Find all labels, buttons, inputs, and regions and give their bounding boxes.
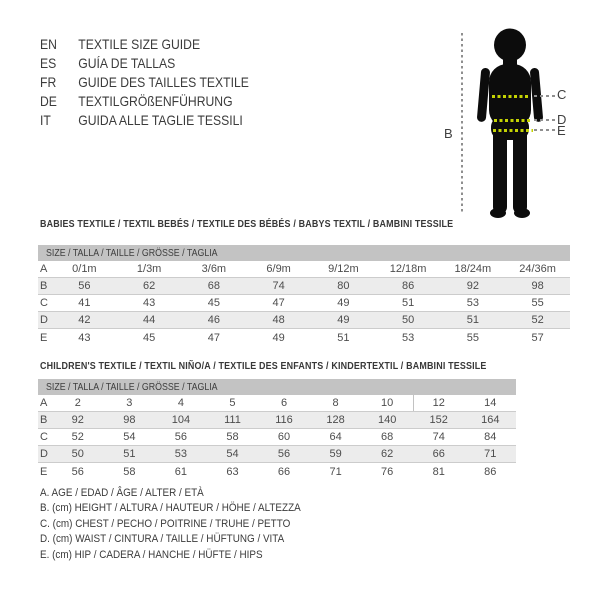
table-cell: 74	[272, 280, 285, 292]
table-cell: 43	[143, 297, 156, 309]
table-cell: 56	[277, 448, 291, 460]
table-cell: 49	[272, 331, 285, 344]
height-measure-dashed-line	[461, 33, 463, 214]
lang-title: GUIDA ALLE TAGLIE TESSILI	[78, 111, 243, 128]
lang-title: TEXTILE SIZE GUIDE	[78, 35, 201, 52]
table-cell: 6	[280, 397, 288, 409]
table-cell: 14	[484, 397, 497, 409]
lang-code: FR	[40, 73, 57, 90]
table-cell: 61	[174, 465, 188, 478]
table-cell: 5	[229, 397, 236, 409]
table-cell: 18/24m	[454, 263, 492, 275]
children-table-header	[38, 379, 516, 395]
lang-title: GUÍA DE TALLAS	[78, 54, 176, 71]
table-cell: 2	[74, 397, 81, 409]
table-cell: 56	[71, 465, 84, 478]
table-cell: 60	[277, 431, 291, 443]
table-cell: 47	[207, 331, 220, 344]
size-header-label: SIZE / TALLA / TAILLE / GRÖSSE / TAGLIA	[46, 381, 218, 393]
row-label: A	[40, 263, 48, 275]
lang-code: EN	[40, 35, 57, 52]
waist-measure-dashes	[494, 119, 530, 122]
legend-waist: D. (cm) WAIST / CINTURA / TAILLE / HÜFTUNG / VITA	[40, 533, 285, 546]
child-silhouette	[477, 28, 543, 220]
table-cell: 86	[402, 280, 415, 292]
table-cell: 50	[71, 448, 84, 460]
table-cell: 98	[531, 280, 544, 292]
table-cell: 52	[71, 431, 84, 443]
language-title-list	[40, 34, 249, 129]
table-cell: 66	[277, 465, 291, 478]
table-cell: 42	[78, 314, 91, 326]
table-row-e	[38, 329, 570, 346]
table-row-b	[38, 278, 570, 295]
table-cell: 4	[177, 397, 184, 409]
table-cell: 49	[337, 314, 350, 326]
table-cell: 3	[126, 397, 133, 409]
table-cell: 55	[466, 331, 479, 344]
table-cell: 80	[337, 280, 350, 292]
waist-guide-dashes	[534, 119, 556, 121]
legend-hip: E. (cm) HIP / CADERA / HANCHE / HÜFTE / HIPS	[40, 548, 263, 561]
table-cell: 9/12m	[328, 263, 359, 275]
lang-row-en	[40, 34, 249, 53]
children-table-title: CHILDREN'S TEXTILE / TEXTIL NIÑO/A / TEXTILE DES ENFANTS / KINDERTEXTIL / BAMBINI TESSILE	[40, 360, 487, 372]
table-row-d	[38, 312, 570, 329]
table-cell: 111	[224, 414, 241, 426]
table-cell: 58	[226, 431, 239, 443]
row-label: C	[40, 297, 48, 309]
table-cell: 1/3m	[136, 263, 162, 275]
label-chest-c: C	[557, 87, 567, 102]
table-cell: 58	[123, 465, 136, 478]
legend-height: B. (cm) HEIGHT / ALTURA / HAUTEUR / HÖHE / ALTEZZA	[40, 502, 301, 515]
label-hip-e: E	[557, 123, 566, 138]
table-cell: 92	[71, 414, 84, 426]
table-cell: 3/6m	[201, 263, 227, 275]
table-cell: 12/18m	[389, 263, 427, 275]
table-cell: 56	[78, 280, 91, 292]
table-cell: 92	[466, 280, 479, 292]
table-cell: 66	[432, 448, 445, 460]
table-cell: 51	[123, 448, 136, 460]
legend-chest: C. (cm) CHEST / PECHO / POITRINE / TRUHE / PETTO	[40, 517, 291, 530]
table-cell: 62	[381, 448, 394, 460]
table-cell: 41	[78, 297, 91, 309]
table-cell: 53	[174, 448, 188, 460]
table-cell: 48	[272, 314, 285, 326]
chest-measure-dashes	[492, 95, 530, 98]
row-label: A	[40, 397, 48, 409]
lang-code: DE	[40, 92, 57, 109]
table-cell: 49	[337, 297, 350, 309]
table-cell: 98	[123, 414, 136, 426]
table-cell: 43	[78, 331, 91, 344]
children-size-table	[38, 379, 516, 480]
table-cell: 81	[432, 465, 445, 478]
table-cell: 152	[429, 414, 448, 426]
table-cell: 50	[402, 314, 415, 326]
table-cell: 64	[329, 431, 342, 443]
lang-code: IT	[40, 111, 51, 128]
table-row-c	[38, 429, 516, 446]
table-cell: 0/1m	[72, 263, 97, 275]
hip-guide-dashes	[534, 129, 556, 131]
lang-row-es	[40, 53, 249, 72]
table-cell: 54	[226, 448, 239, 460]
table-cell: 54	[123, 431, 136, 443]
babies-table-header	[38, 245, 570, 261]
row-label: B	[40, 414, 48, 426]
table-cell: 74	[432, 431, 445, 443]
table-cell: 52	[531, 314, 544, 326]
babies-table-title: BABIES TEXTILE / TEXTIL BEBÉS / TEXTILE DES BÉBÉS / BABYS TEXTIL / BAMBINI TESSILE	[40, 218, 454, 230]
lang-row-de	[40, 91, 249, 110]
measurement-legend	[40, 486, 301, 563]
label-height-b: B	[444, 126, 453, 141]
table-cell: 8	[332, 397, 339, 409]
lang-title: GUIDE DES TAILLES TEXTILE	[78, 73, 249, 90]
hip-measure-dashes	[493, 129, 533, 132]
table-cell: 116	[275, 414, 293, 426]
table-cell: 140	[377, 414, 397, 426]
table-cell: 86	[484, 465, 497, 478]
label-waist-d: D	[557, 112, 567, 127]
table-cell: 104	[171, 414, 191, 426]
table-cell: 63	[226, 465, 239, 478]
table-cell: 51	[466, 314, 479, 326]
table-cell: 84	[484, 431, 497, 443]
table-cell: 51	[337, 331, 350, 344]
row-label: B	[40, 280, 48, 292]
table-cell: 12	[432, 397, 445, 409]
table-cell: 164	[481, 414, 500, 426]
babies-size-table	[38, 245, 570, 346]
table-cell: 53	[402, 331, 415, 344]
row-label: C	[40, 431, 48, 443]
table-cell: 53	[466, 297, 479, 309]
table-row-a	[38, 395, 516, 412]
table-cell: 68	[207, 280, 220, 292]
table-cell: 55	[531, 297, 544, 309]
row-label: E	[40, 331, 48, 344]
table-cell: 6/9m	[266, 263, 291, 275]
table-cell: 68	[381, 431, 394, 443]
lang-code: ES	[40, 54, 57, 71]
lang-row-it	[40, 110, 249, 129]
table-cell: 10	[381, 397, 394, 409]
table-row-d	[38, 446, 516, 463]
table-cell: 46	[207, 314, 220, 326]
table-row-e	[38, 463, 516, 480]
table-row-c	[38, 295, 570, 312]
row-label: E	[40, 465, 48, 478]
table-row-b	[38, 412, 516, 429]
table-cell: 57	[531, 331, 544, 344]
table-cell: 59	[329, 448, 342, 460]
table-cell: 24/36m	[519, 263, 556, 275]
table-row-a	[38, 261, 570, 278]
table-cell: 44	[143, 314, 156, 326]
table-cell: 71	[329, 465, 342, 478]
table-cell: 45	[207, 297, 220, 309]
row-label: D	[40, 448, 48, 460]
table-cell: 71	[484, 448, 497, 460]
table-cell: 76	[381, 465, 394, 478]
lang-row-fr	[40, 72, 249, 91]
table-cell: 47	[272, 297, 285, 309]
table-cell: 62	[143, 280, 156, 292]
legend-age: A. AGE / EDAD / ÂGE / ALTER / ETÀ	[40, 487, 204, 499]
table-cell: 56	[174, 431, 188, 443]
table-cell: 45	[143, 331, 156, 344]
table-cell: 128	[326, 414, 345, 426]
lang-title: TEXTILGRÖßENFÜHRUNG	[78, 92, 233, 109]
size-header-label: SIZE / TALLA / TAILLE / GRÖSSE / TAGLIA	[46, 247, 218, 259]
chest-guide-dashes	[534, 95, 556, 97]
table-cell: 51	[402, 297, 415, 309]
child-measurement-figure	[440, 10, 600, 235]
row-label: D	[40, 314, 48, 326]
